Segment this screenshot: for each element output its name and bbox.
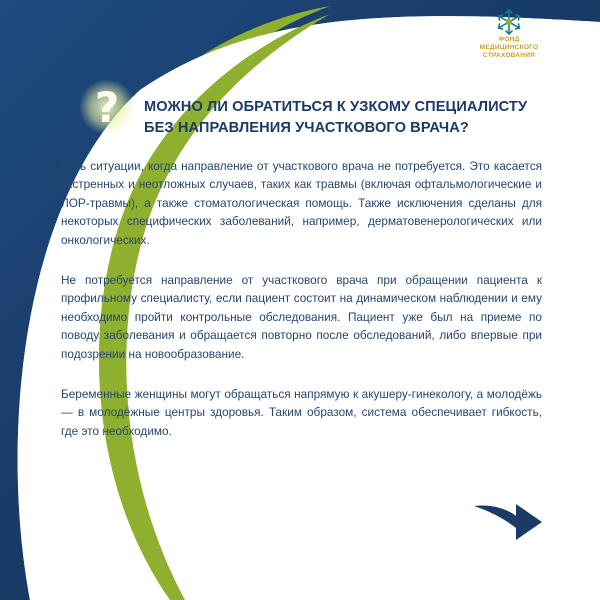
paragraph-3: Беременные женщины могут обращаться напрямую к акушеру-гинекологу, а молодёжь — в молодёжные центры здоровья. Таким образом, система обеспечивает гибкость, где это необходимо. [61, 387, 542, 438]
paragraph-1: Есть ситуации, когда направление от участкового врача не потребуется. Это касается экстренных и неотложных случаев, таких как травмы (включая офтальмологические и ЛОР-травмы), а также стоматологическая помощь. Также исключения сделаны для некоторых специфических заболеваний, например, дерматовенерологических или онкологических. [61, 159, 542, 247]
title-line-1: МОЖНО ЛИ ОБРАТИТЬСЯ К УЗКОМУ СПЕЦИАЛИСТУ [144, 99, 528, 115]
arrow-right-icon[interactable] [472, 498, 544, 542]
body-text [61, 157, 542, 462]
logo-line-3: СТРАХОВАНИЯ [482, 52, 536, 59]
logo-line-1: ФОНД [498, 36, 520, 43]
page-title [144, 97, 564, 139]
title-line-2: БЕЗ НАПРАВЛЕНИЯ УЧАСТКОВОГО ВРАЧА? [144, 120, 469, 136]
logo-text [472, 36, 546, 60]
paragraph-2: Не потребуется направление от участкового врача при обращении пациента к профильному специалисту, если пациент состоит на динамическом наблюдении и ему необходимо пройти контрольные обследования. Пациент уже был на приеме по поводу заболевания и обращается повторно после обследований, либо впервые при подозрении на новообразование. [61, 273, 542, 361]
logo-line-2: МЕДИЦИНСКОГО [479, 44, 539, 51]
snowflake-emblem-icon [495, 8, 523, 36]
logo [472, 8, 546, 60]
svg-text:?: ? [94, 83, 120, 132]
question-mark-icon [78, 78, 136, 136]
